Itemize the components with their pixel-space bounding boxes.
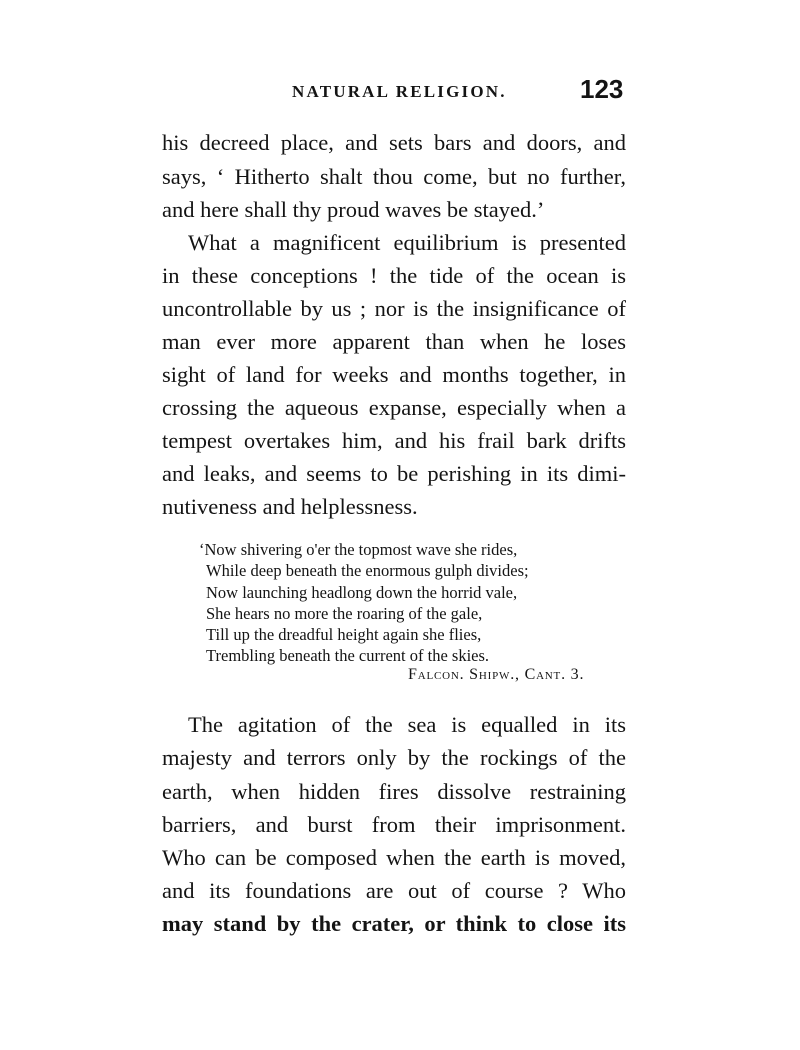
text-line: and leaks, and seems to be perishing in its dimi- [162, 461, 626, 486]
text-line: nutiveness and helplessness. [162, 494, 418, 519]
text-line: uncontrollable by us ; nor is the insignificance of [162, 296, 626, 321]
text-line: man ever more apparent than when he loses [162, 329, 626, 354]
verse-line: While deep beneath the enormous gulph divides; [206, 561, 529, 580]
running-title: NATURAL RELIGION. [292, 82, 507, 101]
text-line: may stand by the crater, or think to close its [162, 911, 626, 936]
text-line: What a magnificent equilibrium is presented [188, 230, 626, 255]
text-line: crossing the aqueous expanse, especially when a [162, 395, 626, 420]
text-line: and its foundations are out of course ? Who [162, 878, 626, 903]
text-line: sight of land for weeks and months together, in [162, 362, 626, 387]
text-line: in these conceptions ! the tide of the ocean is [162, 263, 626, 288]
text-line: barriers, and burst from their imprisonment. [162, 812, 626, 837]
text-line: tempest overtakes him, and his frail bark drifts [162, 428, 626, 453]
text-line: says, ‘ Hitherto shalt thou come, but no further, [162, 164, 626, 189]
text-line: his decreed place, and sets bars and doors, and [162, 130, 626, 155]
verse-line: ‘Now shivering o'er the topmost wave she rides, [199, 540, 518, 559]
verse-line: Now launching headlong down the horrid vale, [206, 583, 518, 602]
text-line: Who can be composed when the earth is moved, [162, 845, 626, 870]
page-number: 123 [580, 74, 624, 104]
verse-line: Trembling beneath the current of the skies. [206, 646, 490, 665]
verse-line: She hears no more the roaring of the gale, [206, 604, 483, 623]
quotation-attribution: Falcon. Shipw., Cant. 3. [408, 666, 585, 683]
text-line: and here shall thy proud waves be stayed.’ [162, 197, 545, 222]
text-line: The agitation of the sea is equalled in its [188, 712, 626, 737]
text-line: earth, when hidden fires dissolve restraining [162, 779, 626, 804]
verse-line: Till up the dreadful height again she flies, [206, 625, 482, 644]
text-line: majesty and terrors only by the rockings of the [162, 745, 626, 770]
